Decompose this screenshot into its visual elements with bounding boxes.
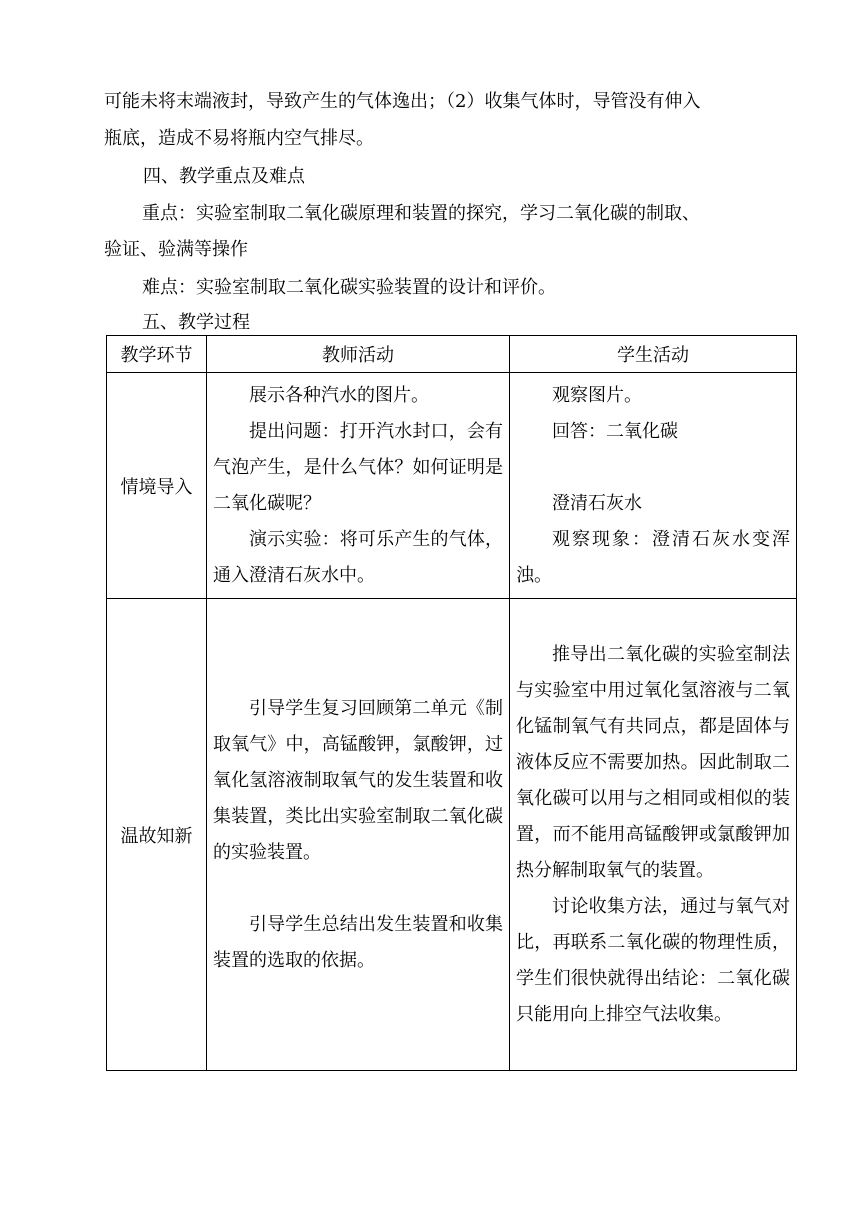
- student-activity-text: 澄清石灰水: [552, 492, 642, 514]
- table-row: [107, 373, 797, 599]
- blank-line: [213, 871, 503, 907]
- teacher-activity-text: 演示实验：将可乐产生的气体，通入澄清石灰水中。: [213, 528, 503, 586]
- teaching-process-table: [106, 335, 797, 1071]
- header-student: 学生活动: [510, 336, 797, 373]
- header-teacher: 教师活动: [207, 336, 510, 373]
- stage-cell: 温故知新: [107, 599, 207, 1071]
- student-activity-cell: [510, 599, 797, 1071]
- teacher-activity-text: 引导学生复习回顾第二单元《制取氧气》中，高锰酸钾，氯酸钾，过氧化氢溶液制取氧气的发生装置和收集装置，类比出实验室制取二氧化碳的实验装置。: [213, 697, 503, 863]
- teacher-activity-text: 展示各种汽水的图片。: [249, 384, 429, 406]
- teacher-activity-cell: [207, 599, 510, 1071]
- teacher-activity-text: 引导学生总结出发生装置和收集装置的选取的依据。: [213, 913, 503, 971]
- blank-line: [516, 450, 790, 486]
- header-stage: 教学环节: [107, 336, 207, 373]
- student-activity-text: 讨论收集方法，通过与氧气对比，再联系二氧化碳的物理性质，学生们很快就得出结论：二氧化碳只能用向上排空气法收集。: [516, 895, 790, 1025]
- key-points-line: 重点：实验室制取二氧化碳原理和装置的探究，学习二氧化碳的制取、: [142, 203, 700, 224]
- student-activity-text: 推导出二氧化碳的实验室制法与实验室中用过氧化氢溶液与二氧化锰制氧气有共同点，都是固体与液体反应不需要加热。因此制取二氧化碳可以用与之相同或相似的装置，而不能用高锰酸钾或氯酸钾加热分解制取氧气的装置。: [516, 643, 790, 881]
- section-heading-4: 四、教学重点及难点: [143, 166, 305, 187]
- table-row: [107, 599, 797, 1071]
- teacher-activity-text: 提出问题：打开汽水封口，会有气泡产生，是什么气体？如何证明是二氧化碳呢？: [213, 420, 503, 514]
- key-points-line: 验证、验满等操作: [104, 239, 248, 260]
- teacher-activity-cell: [207, 373, 510, 599]
- paragraph-line: 可能未将末端液封，导致产生的气体逸出；（2）收集气体时，导管没有伸入: [104, 91, 701, 112]
- difficulty-line: 难点：实验室制取二氧化碳实验装置的设计和评价。: [142, 277, 556, 298]
- table-header-row: [107, 336, 797, 373]
- stage-cell: 情境导入: [107, 373, 207, 599]
- section-heading-5: 五、教学过程: [142, 312, 250, 333]
- student-activity-text: 观察现象：澄清石灰水变浑浊。: [516, 528, 790, 586]
- paragraph-line: 瓶底，造成不易将瓶内空气排尽。: [104, 128, 374, 149]
- student-activity-text: 回答：二氧化碳: [552, 420, 678, 442]
- student-activity-cell: [510, 373, 797, 599]
- student-activity-text: 观察图片。: [552, 384, 642, 406]
